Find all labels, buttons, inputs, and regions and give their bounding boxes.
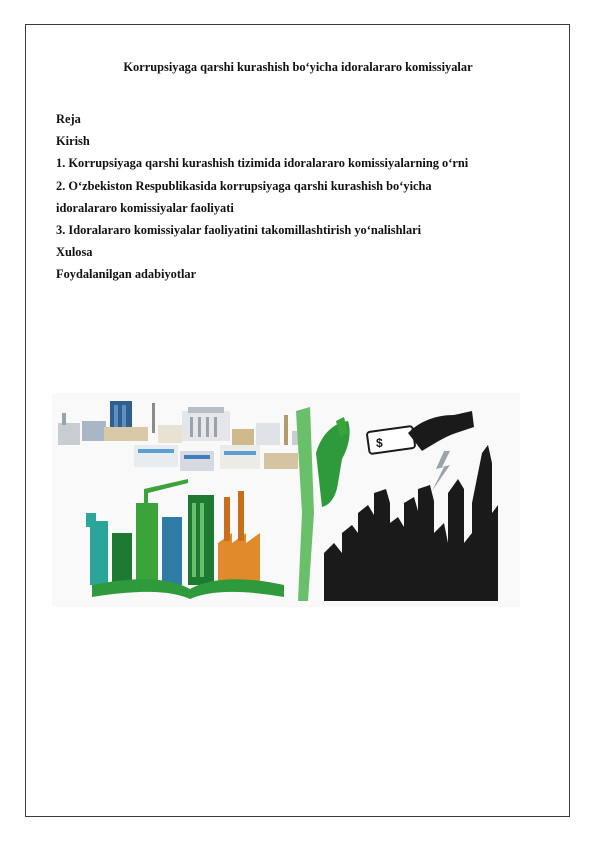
plan-item-3: 3. Idoralararo komissiyalar faoliyatini takomillashtirish yo‘nalishlari — [56, 223, 422, 238]
plan-item-references: Foydalanilgan adabiyotlar — [56, 267, 197, 282]
plan-item-conclusion: Xulosa — [56, 245, 93, 260]
svg-text:$: $ — [376, 436, 383, 450]
plan-item-2: 2. O‘zbekiston Respublikasida korrupsiyaga qarshi kurashish bo‘yicha — [56, 178, 432, 193]
plan-heading: Reja — [56, 112, 81, 126]
anti-corruption-illustration — [52, 393, 520, 607]
plan-list — [56, 108, 468, 286]
document-title: Korrupsiyaga qarshi kurashish bo‘yicha idoralararo komissiyalar — [123, 60, 473, 74]
plan-item-2-cont: idoralararo komissiyalar faoliyati — [56, 200, 234, 215]
plan-item-intro: Kirish — [56, 134, 90, 149]
plan-item-1: 1. Korrupsiyaga qarshi kurashish tizimida idoralararo komissiyalarning o‘rni — [56, 156, 469, 171]
